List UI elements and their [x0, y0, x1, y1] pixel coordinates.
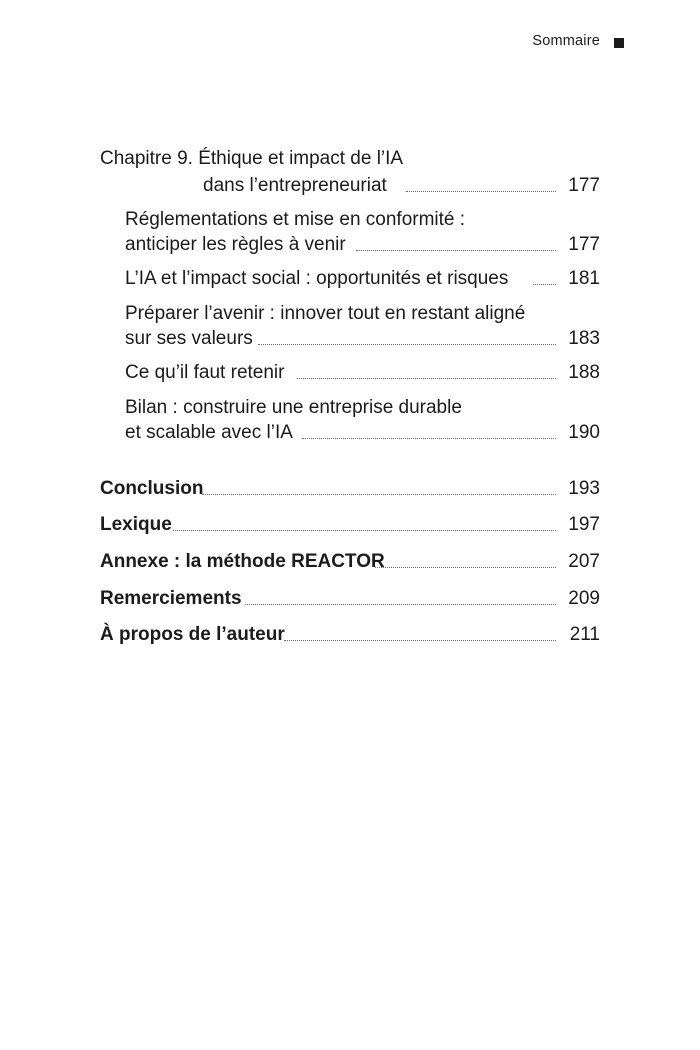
leader-dots [284, 640, 556, 641]
leader-dots [375, 567, 556, 568]
section-title: L’IA et l’impact social : opportunités et risques [125, 268, 509, 289]
page-number: 183 [568, 328, 600, 349]
section-entry[interactable] [100, 361, 600, 385]
page-number: 190 [568, 422, 600, 443]
leader-dots [245, 604, 556, 605]
entry-title: Conclusion [100, 478, 204, 499]
page-number: 188 [568, 362, 600, 383]
leader-dots [297, 378, 556, 379]
section-entry[interactable] [100, 267, 600, 291]
page-number: 193 [568, 478, 600, 499]
entry-title: Lexique [100, 514, 172, 535]
section-title-line1: Préparer l’avenir : innover tout en restant aligné [125, 303, 526, 324]
section-title-line1: Bilan : construire une entreprise durable [125, 397, 462, 418]
section-entry[interactable] [100, 421, 600, 445]
leader-dots [258, 344, 556, 345]
page-number: 197 [568, 514, 600, 535]
leader-dots [302, 438, 556, 439]
leader-dots [173, 530, 556, 531]
entry-title: À propos de l’auteur [100, 624, 285, 645]
leader-dots [406, 191, 556, 192]
page-number: 211 [569, 624, 600, 645]
page-number: 209 [568, 588, 600, 609]
back-matter-entry-conclusion[interactable] [100, 477, 600, 501]
entry-title: Annexe : la méthode REACTOR [100, 551, 385, 572]
leader-dots [533, 284, 556, 285]
page-number: 177 [568, 175, 600, 196]
leader-dots [356, 250, 556, 251]
back-matter-entry-remerciements[interactable] [100, 587, 600, 611]
back-matter-entry-annexe[interactable] [100, 550, 600, 574]
page-number: 181 [568, 268, 600, 289]
chapter-entry[interactable] [100, 174, 600, 198]
entry-title: Remerciements [100, 588, 242, 609]
section-title: Ce qu’il faut retenir [125, 362, 285, 383]
chapter-title-line1: Chapitre 9. Éthique et impact de l’IA [100, 148, 404, 169]
section-title-line2: anticiper les règles à venir [125, 234, 346, 255]
section-entry[interactable] [100, 327, 600, 351]
back-matter-entry-lexique[interactable] [100, 513, 600, 537]
leader-dots [202, 494, 556, 495]
section-title-line1: Réglementations et mise en conformité : [125, 209, 466, 230]
chapter-title-line2: dans l’entrepreneuriat [203, 175, 387, 196]
section-title-line2: sur ses valeurs [125, 328, 253, 349]
back-matter-entry-auteur[interactable] [100, 623, 600, 647]
section-title-line2: et scalable avec l’IA [125, 422, 293, 443]
page-number: 177 [568, 234, 600, 255]
section-entry[interactable] [100, 233, 600, 257]
running-header-label: Sommaire [532, 33, 600, 49]
page-number: 207 [568, 551, 600, 572]
header-square-marker [614, 38, 624, 48]
